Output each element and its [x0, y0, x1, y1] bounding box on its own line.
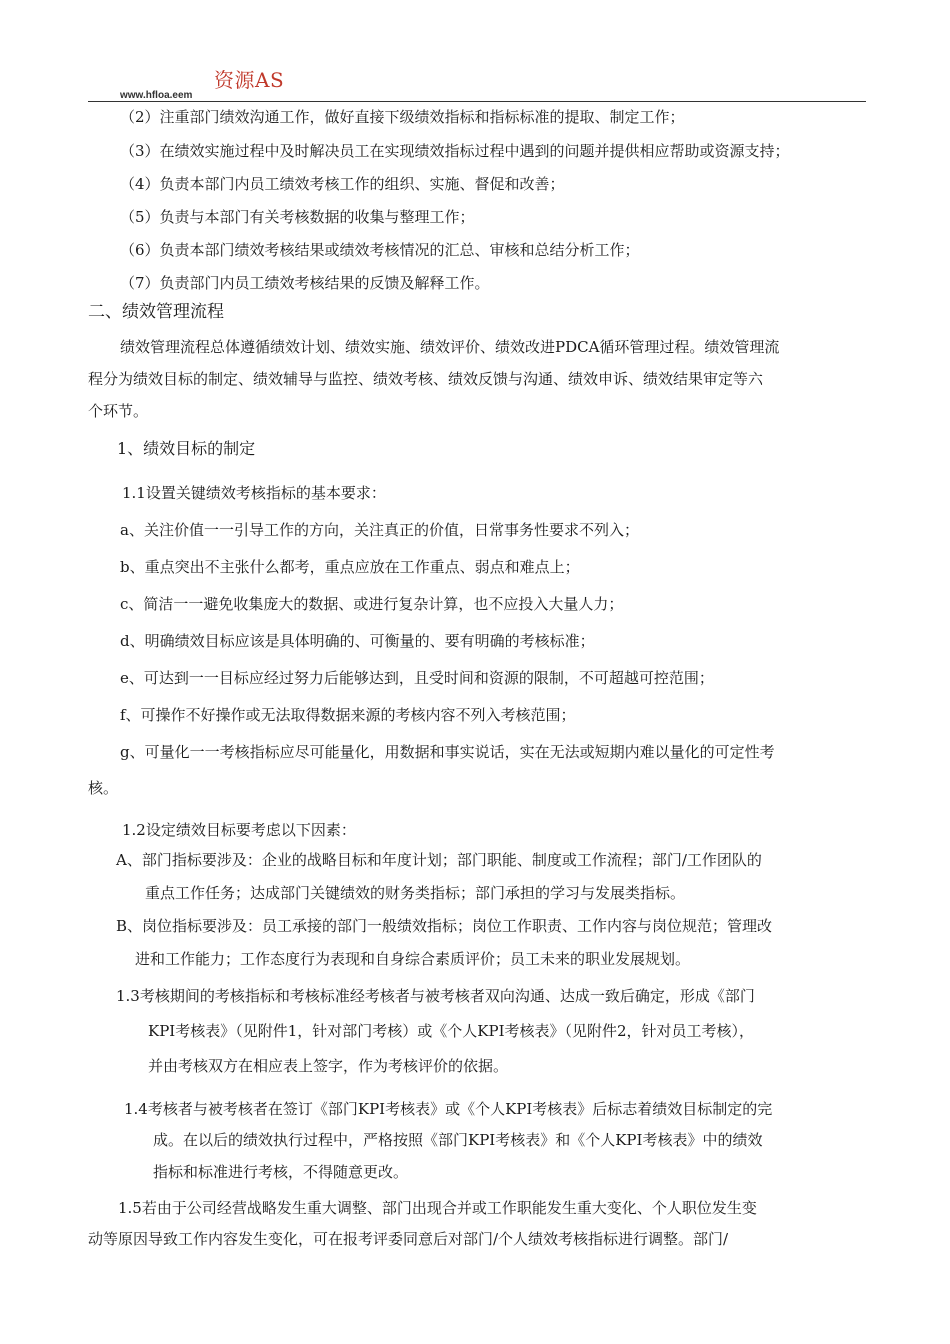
requirement-item: d、明确绩效目标应该是具体明确的、可衡量的、要有明确的考核标准；	[120, 632, 595, 650]
clause-line: 成。在以后的绩效执行过程中，严格按照《部门KPI考核表》和《个人KPI考核表》中的绩效	[153, 1131, 763, 1149]
subsection-heading	[117, 439, 255, 459]
intro-line: 程分为绩效目标的制定、绩效辅导与监控、绩效考核、绩效反馈与沟通、绩效申诉、绩效结果审定等六	[88, 370, 764, 388]
intro-line: 绩效管理流程总体遵循绩效计划、绩效实施、绩效评价、绩效改进PDCA循环管理过程。绩效管理流	[120, 338, 780, 356]
duty-item: （7）负责部门内员工绩效考核结果的反馈及解释工作。	[120, 274, 490, 292]
section-heading: 二、绩效管理流程	[88, 302, 224, 322]
duty-item: （5）负责与本部门有关考核数据的收集与整理工作；	[120, 208, 475, 226]
subsection-heading-text: 1、绩效目标的制定	[117, 439, 256, 458]
factor-line: 进和工作能力；工作态度行为表现和自身综合素质评价；员工未来的职业发展规划。	[135, 950, 691, 968]
clause-line: KPI考核表》（见附件1，针对部门考核）或《个人KPI考核表》（见附件2，针对员工考核），	[148, 1022, 755, 1040]
duty-item: （6）负责本部门绩效考核结果或绩效考核情况的汇总、审核和总结分析工作；	[120, 241, 640, 259]
requirement-item: a、关注价值一一引导工作的方向，关注真正的价值，日常事务性要求不列入；	[120, 521, 639, 539]
factor-line: 重点工作任务；达成部门关键绩效的财务类指标；部门承担的学习与发展类指标。	[145, 884, 686, 902]
header-divider	[88, 101, 866, 102]
requirement-item: c、简洁一一避免收集庞大的数据、或进行复杂计算，也不应投入大量人力；	[120, 595, 624, 613]
clause-line: 并由考核双方在相应表上签字，作为考核评价的依据。	[148, 1057, 509, 1075]
duty-item: （2）注重部门绩效沟通工作，做好直接下级绩效指标和指标标准的提取、制定工作；	[120, 108, 685, 126]
clause-line: 1.4考核者与被考核者在签订《部门KPI考核表》或《个人KPI考核表》后标志着绩效目标制定的完	[124, 1100, 773, 1118]
duty-item: （4）负责本部门内员工绩效考核工作的组织、实施、督促和改善；	[120, 175, 565, 193]
factor-line: B、岗位指标要涉及：员工承接的部门一般绩效指标；岗位工作职责、工作内容与岗位规范；管理改	[116, 917, 773, 935]
clause-title: 1.1设置关键绩效考核指标的基本要求：	[122, 484, 386, 502]
requirement-item: f、可操作不好操作或无法取得数据来源的考核内容不列入考核范围；	[120, 706, 576, 724]
clause-line: 动等原因导致工作内容发生变化，可在报考评委同意后对部门/个人绩效考核指标进行调整。部门/	[88, 1230, 729, 1248]
logo-text: 资源AS	[214, 68, 285, 92]
factor-line: A、部门指标要涉及：企业的战略目标和年度计划；部门职能、制度或工作流程；部门/工作团队的	[116, 851, 762, 869]
clause-title: 1.2设定绩效目标要考虑以下因素：	[122, 821, 356, 839]
requirement-item: g、可量化一一考核指标应尽可能量化，用数据和事实说话，实在无法或短期内难以量化的可定性考	[120, 743, 775, 761]
clause-line: 指标和标准进行考核，不得随意更改。	[153, 1163, 409, 1181]
requirement-item: e、可达到一一目标应经过努力后能够达到，且受时间和资源的限制，不可超越可控范围；	[120, 669, 714, 687]
header-url: www.hfloa.eem	[120, 90, 193, 101]
intro-line: 个环节。	[88, 402, 149, 420]
clause-line: 1.5若由于公司经营战略发生重大调整、部门出现合并或工作职能发生重大变化、个人职位发生变	[118, 1199, 757, 1217]
requirement-item: b、重点突出不主张什么都考，重点应放在工作重点、弱点和难点上；	[120, 558, 580, 576]
clause-line: 1.3考核期间的考核指标和考核标准经考核者与被考核者双向沟通、达成一致后确定，形成《部门	[116, 987, 755, 1005]
duty-item: （3）在绩效实施过程中及时解决员工在实现绩效指标过程中遇到的问题并提供相应帮助或资源支持；	[120, 142, 790, 160]
requirement-item-cont: 核。	[88, 779, 119, 797]
